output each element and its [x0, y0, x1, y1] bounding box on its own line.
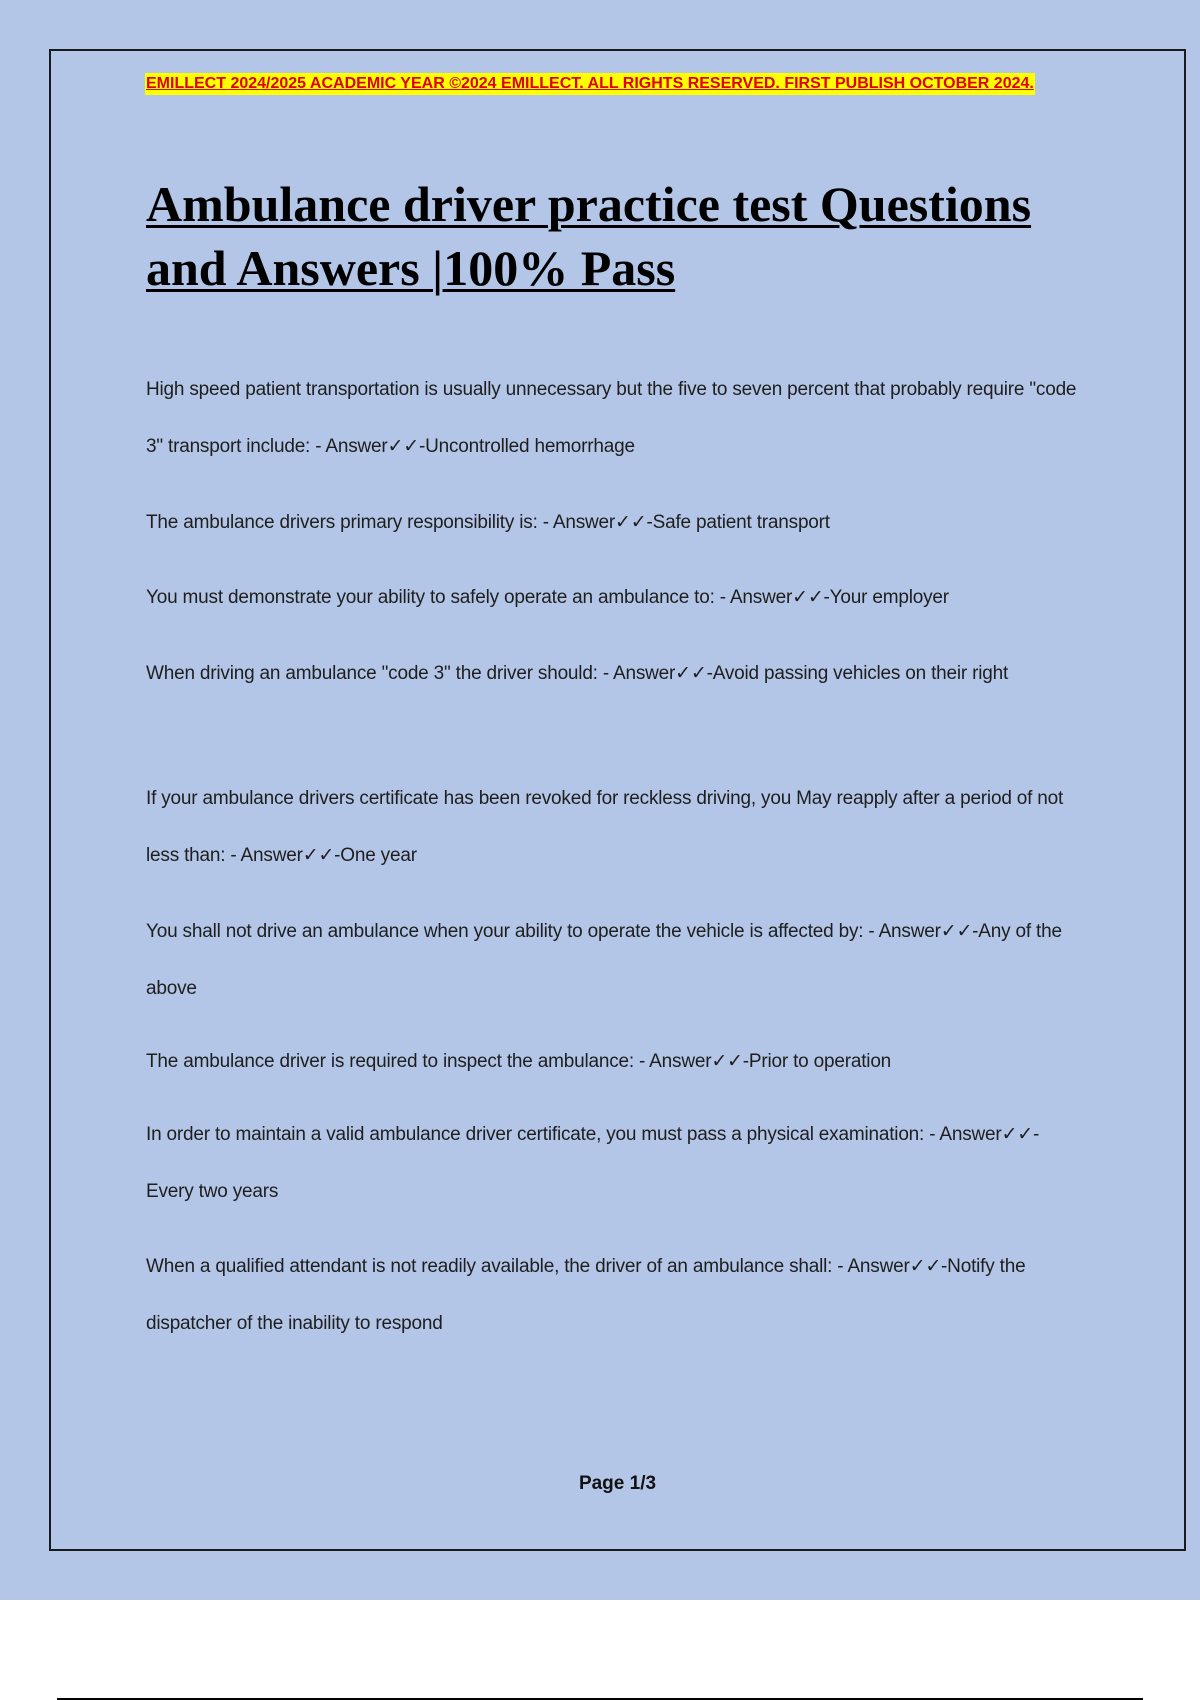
title-line-1: Ambulance driver practice test Questions: [146, 176, 1032, 232]
document-title: [146, 172, 1106, 300]
qa-item: When driving an ambulance "code 3" the driver should: - Answer✓✓-Avoid passing vehicles on their right: [146, 663, 1009, 684]
qa-item: The ambulance driver is required to inspect the ambulance: - Answer✓✓-Prior to operation: [146, 1051, 892, 1072]
qa-item: The ambulance drivers primary responsibility is: - Answer✓✓-Safe patient transport: [146, 512, 830, 533]
copyright-banner: EMILLECT 2024/2025 ACADEMIC YEAR ©2024 EMILLECT. ALL RIGHTS RESERVED. FIRST PUBLISH OCTOBER 2024.: [145, 73, 1035, 95]
qa-item: In order to maintain a valid ambulance driver certificate, you must pass a physical examination: - Answer✓✓-Every two years: [146, 1124, 1040, 1202]
qa-item: You must demonstrate your ability to safely operate an ambulance to: - Answer✓✓-Your employer: [146, 587, 949, 608]
qa-item: If your ambulance drivers certificate has been revoked for reckless driving, you May reapply after a period of not less than: - Answer✓✓-One year: [146, 788, 1064, 866]
title-line-2: and Answers |100% Pass: [146, 240, 676, 296]
qa-item: When a qualified attendant is not readily available, the driver of an ambulance shall: - Answer✓✓-Notify the dispatcher of the inability to respond: [146, 1256, 1026, 1334]
qa-item: You shall not drive an ambulance when your ability to operate the vehicle is affected by: - Answer✓✓-Any of the above: [146, 921, 1062, 999]
qa-item: High speed patient transportation is usually unnecessary but the five to seven percent that probably require "code 3" transport include: - Answer✓✓-Uncontrolled hemorrhage: [146, 379, 1077, 457]
page-number: Page 1/3: [578, 1473, 657, 1494]
